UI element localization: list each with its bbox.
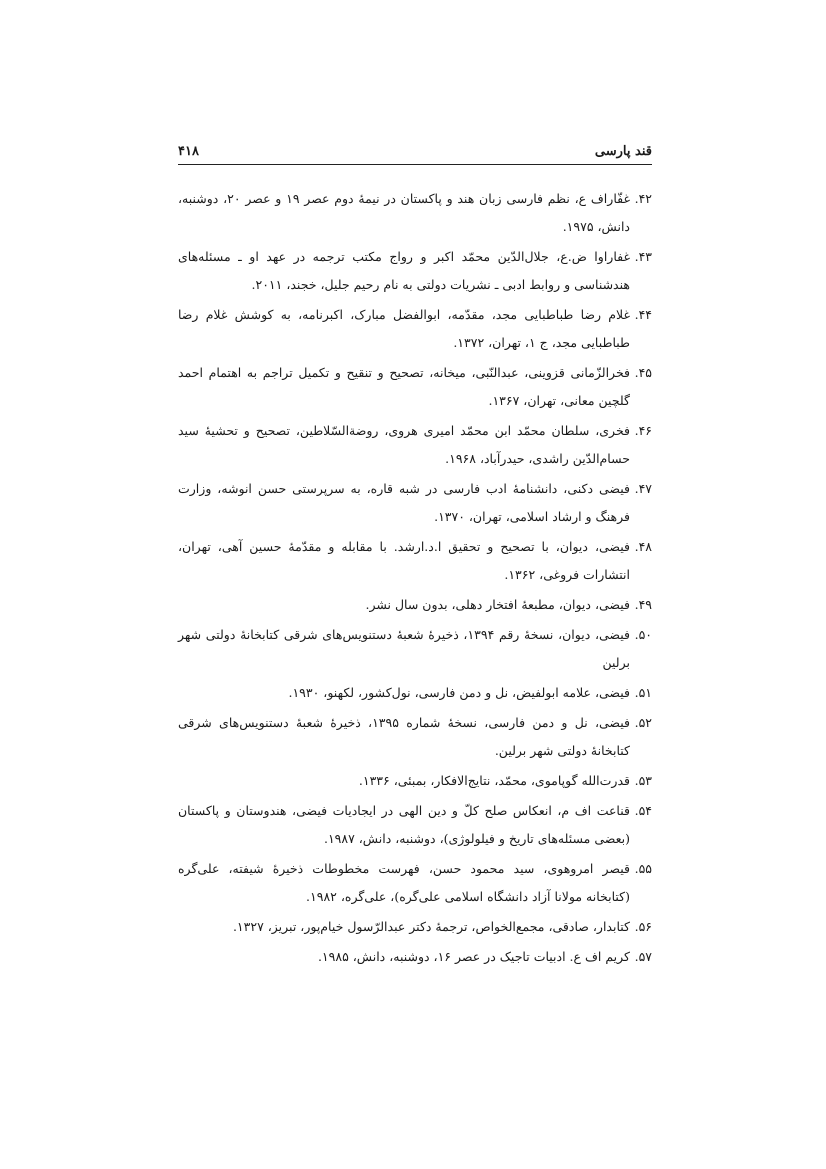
entry-number: ۴۴. (634, 307, 652, 322)
bibliography-entry (178, 417, 652, 473)
entry-number: ۵۷. (634, 949, 652, 964)
bibliography-entry (178, 709, 652, 765)
entry-text: کتابدار، صادقی، مجمع‌الخواص، ترجمۀ دکتر عبدالرّسول خیام‌پور، تبریز، ۱۳۲۷. (232, 919, 630, 934)
bibliography-entry (178, 943, 652, 971)
entry-number: ۵۵. (634, 861, 652, 876)
entry-text: غفاراوا ض.ع، جلال‌الدّین محمّد اکبر و رواج مکتب ترجمه در عهد او ـ مسئله‌های هندشناسی و روابط ادبی ـ نشریات دولتی به نام رحیم جلیل، خجند، ۲۰۱۱. (178, 249, 630, 292)
entry-text: فخری، سلطان محمّد ابن محمّد امیری هروی، روضة‌السّلاطین، تصحیح و تحشیۀ سید حسام‌الدّین راشدی، حیدرآباد، ۱۹۶۸. (178, 423, 630, 466)
bibliography-entry (178, 797, 652, 853)
bibliography-entry (178, 243, 652, 299)
entry-number: ۵۶. (634, 919, 652, 934)
entry-text: غلام رضا طباطبایی مجد، مقدّمه، ابوالفضل مبارک، اکبرنامه، به کوشش غلام رضا طباطبایی مجد، ج ۱، تهران، ۱۳۷۲. (178, 307, 630, 350)
entry-number: ۴۶. (634, 423, 652, 438)
entry-text: فیضی، نل و دمن فارسی، نسخۀ شماره ۱۳۹۵، ذخیرۀ شعبۀ دستنویس‌های شرقی کتابخانۀ دولتی شهر برلین. (178, 715, 631, 758)
entry-text: فیضی، دیوان، نسخۀ رقم ۱۳۹۴، ذخیرۀ شعبۀ دستنویس‌های شرقی کتابخانۀ دولتی شهر برلین (178, 627, 630, 670)
entry-text: غفّاراف ع، نظم فارسی زبان هند و پاکستان در نیمۀ دوم عصر ۱۹ و عصر ۲۰، دوشنبه، دانش، ۱۹۷۵. (178, 191, 630, 234)
entry-number: ۵۴. (634, 803, 652, 818)
bibliography-entry (178, 301, 652, 357)
entry-number: ۵۰. (634, 627, 652, 642)
entry-text: فخرالزّمانی قزوینی، عبدالنّبی، میخانه، تصحیح و تنقیح و تکمیل تراجم به اهتمام احمد گلچین معانی، تهران، ۱۳۶۷. (178, 365, 630, 408)
entry-number: ۴۷. (634, 481, 652, 496)
entry-number: ۵۳. (634, 773, 652, 788)
entry-number: ۴۲. (634, 191, 652, 206)
entry-number: ۴۸. (634, 539, 652, 554)
entry-text: قدرت‌الله گوپاموی، محمّد، نتایج‌الافکار، بمبئی، ۱۳۳۶. (358, 773, 630, 788)
entry-number: ۵۱. (634, 685, 652, 700)
entry-text: فیضی، دیوان، با تصحیح و تحقیق ا.د.ارشد. با مقابله و مقدّمۀ حسین آهی، تهران، انتشارات فروغی، ۱۳۶۲. (178, 539, 630, 582)
entry-text: قناعت اف م، انعکاس صلح کلّ و دین الهی در ایجادیات فیضی، هندوستان و پاکستان (بعضی مسئله‌های تاریخ و فیلولوژی)، دوشنبه، دانش، ۱۹۸۷. (178, 803, 630, 846)
entry-number: ۵۲. (634, 715, 652, 730)
bibliography-entry (178, 591, 652, 619)
bibliography-entry (178, 359, 652, 415)
bibliography-entry (178, 185, 652, 241)
bibliography-entry (178, 533, 652, 589)
entry-number: ۴۹. (634, 597, 652, 612)
bibliography-entry (178, 475, 652, 531)
page-header (178, 140, 652, 165)
entry-text: فیضی دکنی، دانشنامۀ ادب فارسی در شبه قاره، به سرپرستی حسن انوشه، وزارت فرهنگ و ارشاد اسلامی، تهران، ۱۳۷۰. (178, 481, 630, 524)
bibliography-entry (178, 913, 652, 941)
entry-number: ۴۳. (634, 249, 652, 264)
entry-text: فیضی، علامه ابولفیض، نل و دمن فارسی، نول‌کشور، لکهنو، ۱۹۳۰. (288, 685, 630, 700)
entry-text: قیصر امروهوی، سید محمود حسن، فهرست مخطوطات ذخیرۀ شیفته، علی‌گره (کتابخانه مولانا آزاد دانشگاه اسلامی علی‌گره)، علی‌گره، ۱۹۸۲. (178, 861, 630, 904)
bibliography-entry (178, 767, 652, 795)
bibliography-entry (178, 679, 652, 707)
bibliography-list (178, 185, 652, 973)
entry-number: ۴۵. (634, 365, 652, 380)
bibliography-entry (178, 855, 652, 911)
running-title: قند پارسی (594, 144, 652, 159)
entry-text: کریم اف ع. ادبیات تاجیک در عصر ۱۶، دوشنبه، دانش، ۱۹۸۵. (317, 949, 630, 964)
entry-text: فیضی، دیوان، مطبعۀ افتخار دهلی، بدون سال نشر. (365, 597, 630, 612)
page-number: ۴۱۸ (178, 144, 199, 159)
bibliography-entry (178, 621, 652, 677)
